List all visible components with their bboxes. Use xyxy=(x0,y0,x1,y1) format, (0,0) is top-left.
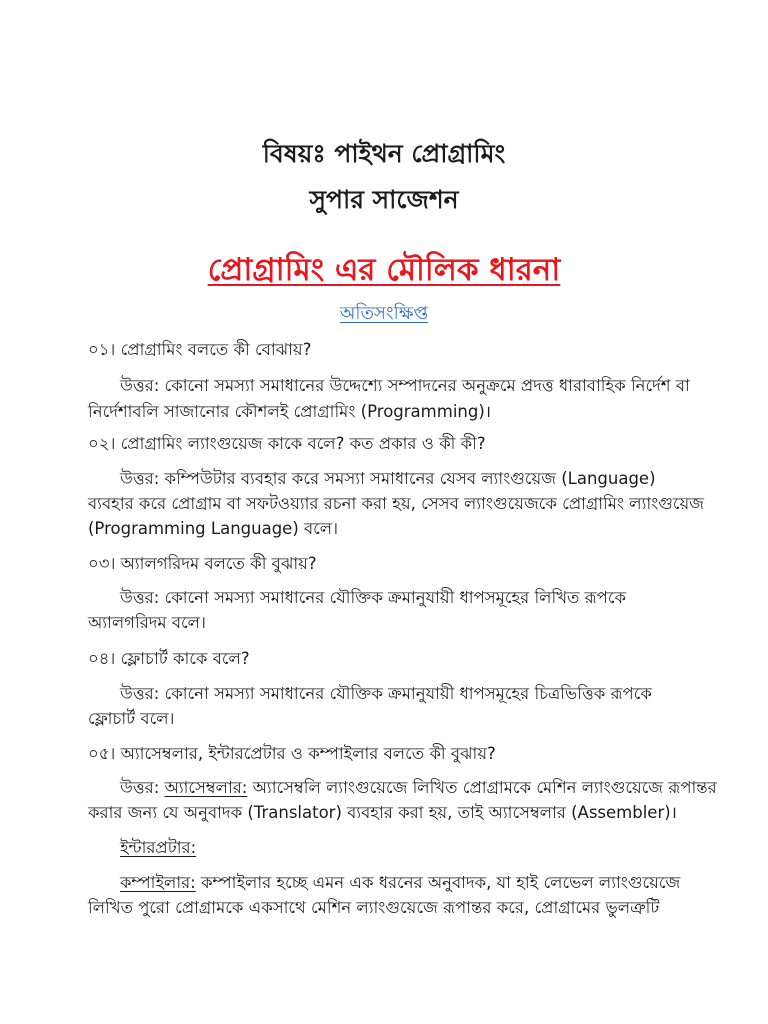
question-4: ০৪। ফ্লোচার্ট কাকে বলে? xyxy=(88,649,250,668)
subject-title: বিষয়ঃ পাইথন প্রোগ্রামিং xyxy=(262,139,506,168)
answer-2-line-1: উত্তর: কম্পিউটার ব্যবহার করে সমস্যা সমাধানের যেসব ল্যাংগুয়েজ (Language) xyxy=(120,469,656,488)
assembler-text: অ্যাসেম্বলি ল্যাংগুয়েজে লিখিত প্রোগ্রামকে মেশিন ল্যাংগুয়েজে রূপান্তর xyxy=(247,778,717,797)
answer-5-assembler-line-2: করার জন্য যে অনুবাদক (Translator) ব্যবহার করা হয়, তাই অ্যাসেম্বলার (Assembler)। xyxy=(88,803,677,822)
section-heading: প্রোগ্রামিং এর মৌলিক ধারনা xyxy=(207,252,561,288)
answer-2-line-2: ব্যবহার করে প্রোগ্রাম বা সফটওয়্যার রচনা করা হয়, সেসব ল্যাংগুয়েজকে প্রোগ্রামিং ল্যাংগুয়েজ xyxy=(88,494,705,513)
answer-2-line-3: (Programming Language) বলে। xyxy=(88,519,339,538)
answer-5-assembler-line-1 xyxy=(120,775,717,802)
section-subheading: অতিসংক্ষিপ্ত xyxy=(339,303,429,324)
compiler-label: কম্পাইলার: xyxy=(120,873,196,892)
compiler-text: কম্পাইলার হচ্ছে এমন এক ধরনের অনুবাদক, যা হাই লেভেল ল্যাংগুয়েজে xyxy=(195,873,681,892)
answer-4-line-2: ফ্লোচার্ট বলে। xyxy=(88,709,175,728)
interpreter-label: ইন্টারপ্রটার: xyxy=(120,838,197,857)
answer-4-line-1: উত্তর: কোনো সমস্যা সমাধানের যৌক্তিক ক্রমানুযায়ী ধাপসমূহের চিত্রভিত্তিক রূপকে xyxy=(120,684,652,703)
answer-3-line-1: উত্তর: কোনো সমস্যা সমাধানের যৌক্তিক ক্রমানুযায়ী ধাপসমূহের লিখিত রূপকে xyxy=(120,588,627,607)
answer-1-line-1: উত্তর: কোনো সমস্যা সমাধানের উদ্দেশ্যে সম্পাদনের অনুক্রমে প্রদত্ত ধারাবাহিক নির্দেশ বা xyxy=(120,376,690,395)
question-1: ০১। প্রোগ্রামিং বলতে কী বোঝায়? xyxy=(88,340,312,359)
suggestion-title: সুপার সাজেশন xyxy=(309,185,459,214)
question-2: ০২। প্রোগ্রামিং ল্যাংগুয়েজ কাকে বলে? কত প্রকার ও কী কী? xyxy=(88,434,486,453)
answer-5-compiler-line-2: লিখিত পুরো প্রোগ্রামকে একসাথে মেশিন ল্যাংগুয়েজে রূপান্তর করে, প্রোগ্রামের ভুলত্রুটি xyxy=(88,898,660,917)
answer-prefix: উত্তর: xyxy=(120,778,165,797)
answer-5-compiler-line-1 xyxy=(120,870,680,897)
assembler-label: অ্যাসেম্বলার: xyxy=(164,778,248,797)
question-5: ০৫। অ্যাসেম্বলার, ইন্টারপ্রেটার ও কম্পাইলার বলতে কী বুঝায়? xyxy=(88,744,496,763)
answer-1-line-2: নির্দেশাবলি সাজানোর কৌশলই প্রোগ্রামিং (Programming)। xyxy=(88,402,492,421)
question-3: ০৩। অ্যালগরিদম বলতে কী বুঝায়? xyxy=(88,554,317,573)
answer-3-line-2: অ্যালগরিদম বলে। xyxy=(88,613,206,632)
